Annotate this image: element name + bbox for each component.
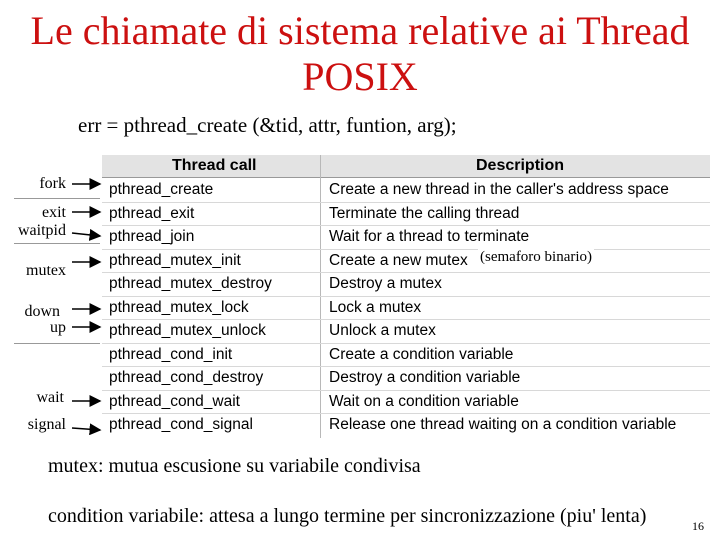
slide-title: Le chiamate di sistema relative ai Thread POSIX [30,8,690,99]
thread-call-cell: pthread_create [109,181,214,198]
label-exit: exit [42,204,66,221]
thread-call-cell: pthread_cond_init [109,345,233,363]
label-signal: signal [27,416,66,433]
table-row [102,249,710,274]
page-number: 16 [692,519,704,533]
label-fork: fork [39,175,66,192]
table-header [102,155,710,178]
table-row [102,225,710,250]
label-wait: wait [36,389,64,406]
thread-call-cell: pthread_mutex_lock [109,298,249,316]
arrow-group [0,0,110,450]
table-row [102,178,710,203]
thread-call-cell: pthread_mutex_destroy [109,275,272,292]
thread-call-cell: pthread_mutex_init [109,251,241,269]
table-row [102,272,710,297]
table-row [102,202,710,227]
label-down: down [24,303,60,320]
header-description: Description [476,157,565,174]
description-cell: Create a new mutex [329,251,468,269]
semaphore-note: (semaforo binario) [480,249,593,265]
table-row [102,296,710,321]
description-cell: Wait on a condition variable [329,392,519,410]
thread-call-cell: pthread_exit [109,204,195,222]
footer-condition-text: condition variabile: attesa a lungo termine per sincronizzazione (piu' lenta) [48,505,647,527]
table-row [102,366,710,391]
pthread-create-call: err = pthread_create (&tid, attr, funtion, arg); [78,113,457,137]
thread-call-table [102,155,710,438]
description-cell: Destroy a mutex [329,275,442,292]
arrow-icon [72,428,100,430]
description-cell: Destroy a condition variable [329,369,521,386]
table-row [102,413,710,437]
arrow-icon [72,233,100,236]
header-thread-call: Thread call [172,157,257,174]
description-cell: Lock a mutex [329,298,422,316]
description-cell: Unlock a mutex [329,322,436,339]
thread-call-cell: pthread_join [109,228,195,245]
label-up: up [50,319,66,336]
description-cell: Create a condition variable [329,345,514,363]
label-mutex: mutex [26,262,66,279]
table-row [102,343,710,368]
thread-call-cell: pthread_cond_signal [109,416,253,433]
footer-mutex-text: mutex: mutua escusione su variabile condivisa [48,455,421,477]
table-row [102,390,710,415]
description-cell: Create a new thread in the caller's address space [329,181,669,198]
thread-call-cell: pthread_cond_destroy [109,369,264,386]
label-waitpid: waitpid [18,222,66,239]
description-cell: Wait for a thread to terminate [329,228,530,245]
thread-call-cell: pthread_mutex_unlock [109,322,266,339]
description-cell: Release one thread waiting on a condition variable [329,416,677,433]
table-row [102,319,710,344]
thread-call-cell: pthread_cond_wait [109,392,240,410]
description-cell: Terminate the calling thread [329,204,520,222]
